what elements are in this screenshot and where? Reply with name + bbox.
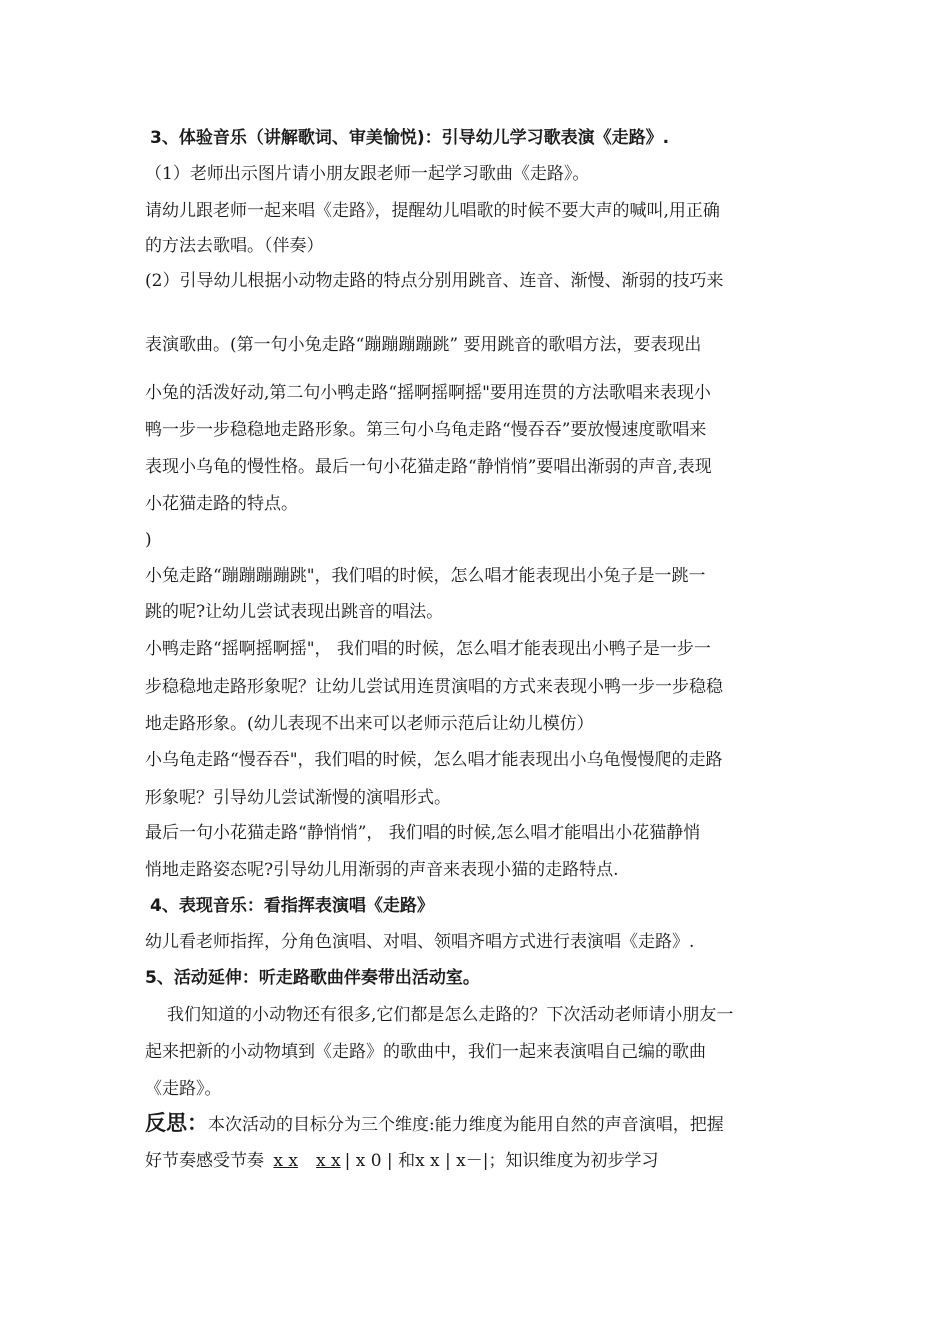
paragraph-line: 小花猫走路的特点。 (145, 494, 298, 514)
paragraph-line: 小兔走路“蹦蹦蹦蹦跳"，我们唱的时候，怎么唱才能表现出小兔子是一跳一 (145, 566, 706, 586)
paragraph-line: 的方法去歌唱。（伴奏） (145, 236, 324, 256)
paragraph-line: 幼儿看老师指挥，分角色演唱、对唱、领唱齐唱方式进行表演唱《走路》. (145, 932, 695, 952)
paragraph-line: 跳的呢?让幼儿尝试表现出跳音的唱法。 (145, 602, 444, 622)
paragraph-line: 请幼儿跟老师一起来唱《走路》，提醒幼儿唱歌的时候不要大声的喊叫,用正确 (145, 201, 720, 221)
paragraph-line: 最后一句小花猫走路“静悄悄”， 我们唱的时候,怎么唱才能唱出小花猫静悄 (145, 823, 701, 843)
paragraph-line: 《走路》。 (145, 1079, 222, 1099)
rhythm-notation: x x (316, 1151, 341, 1171)
reflection-text: | x 0 | 和x x | x－|；知识维度为初步学习 (344, 1151, 659, 1171)
paragraph-line: 表现小乌龟的慢性格。最后一句小花猫走路“静悄悄”要唱出渐弱的声音,表现 (145, 457, 712, 477)
reflection-line (145, 1149, 825, 1173)
paragraph-line: 小鸭走路“摇啊摇啊摇"， 我们唱的时候，怎么唱才能表现出小鸭子是一步一 (145, 639, 711, 659)
paragraph-line: 表演歌曲。(第一句小兔走路“蹦蹦蹦蹦跳” 要用跳音的歌唱方法，要表现出 (145, 335, 702, 355)
paragraph-line: (2）引导幼儿根据小动物走路的特点分别用跳音、连音、渐慢、渐弱的技巧来 (145, 271, 724, 291)
paragraph-line: 鸭一步一步稳稳地走路形象。第三句小乌龟走路“慢吞吞”要放慢速度歌唱来 (145, 420, 707, 440)
rhythm-notation: x x (273, 1151, 298, 1171)
reflection-line (145, 1111, 825, 1137)
paragraph-line: ) (145, 530, 152, 550)
paragraph-line: 形象呢？引导幼儿尝试渐慢的演唱形式。 (145, 788, 451, 808)
paragraph-line: 地走路形象。(幼儿表现不出来可以老师示范后让幼儿模仿） (145, 714, 594, 734)
reflection-label: 反思： (145, 1111, 208, 1135)
paragraph-line: （1）老师出示图片请小朋友跟老师一起学习歌曲《走路》。 (145, 164, 590, 184)
paragraph-line: 小兔的活泼好动,第二句小鸭走路“摇啊摇啊摇"要用连贯的方法歌唱来表现小 (145, 383, 711, 403)
paragraph-line: 小乌龟走路“慢吞吞"，我们唱的时候，怎么唱才能表现出小乌龟慢慢爬的走路 (145, 750, 723, 770)
paragraph-line: 步稳稳地走路形象呢？让幼儿尝试用连贯演唱的方式来表现小鸭一步一步稳稳 (145, 677, 723, 697)
reflection-text: 好节奏感受节奏 (145, 1151, 270, 1171)
paragraph-line: 悄地走路姿态呢?引导幼儿用渐弱的声音来表现小猫的走路特点. (145, 860, 619, 880)
section-3-heading: 3、体验音乐（讲解歌词、审美愉悦)：引导幼儿学习歌表演《走路》. (150, 128, 670, 148)
section-5-heading: 5、活动延伸：听走路歌曲伴奏带出活动室。 (145, 968, 480, 988)
paragraph-line: 起来把新的小动物填到《走路》的歌曲中，我们一起来表演唱自己编的歌曲 (145, 1042, 706, 1062)
section-4-heading: 4、表现音乐：看指挥表演唱《走路》 (150, 896, 434, 916)
reflection-text: 本次活动的目标分为三个维度:能力维度为能用自然的声音演唱，把握 (208, 1115, 724, 1135)
paragraph-line: 我们知道的小动物还有很多,它们都是怎么走路的？下次活动老师请小朋友一 (167, 1005, 734, 1025)
